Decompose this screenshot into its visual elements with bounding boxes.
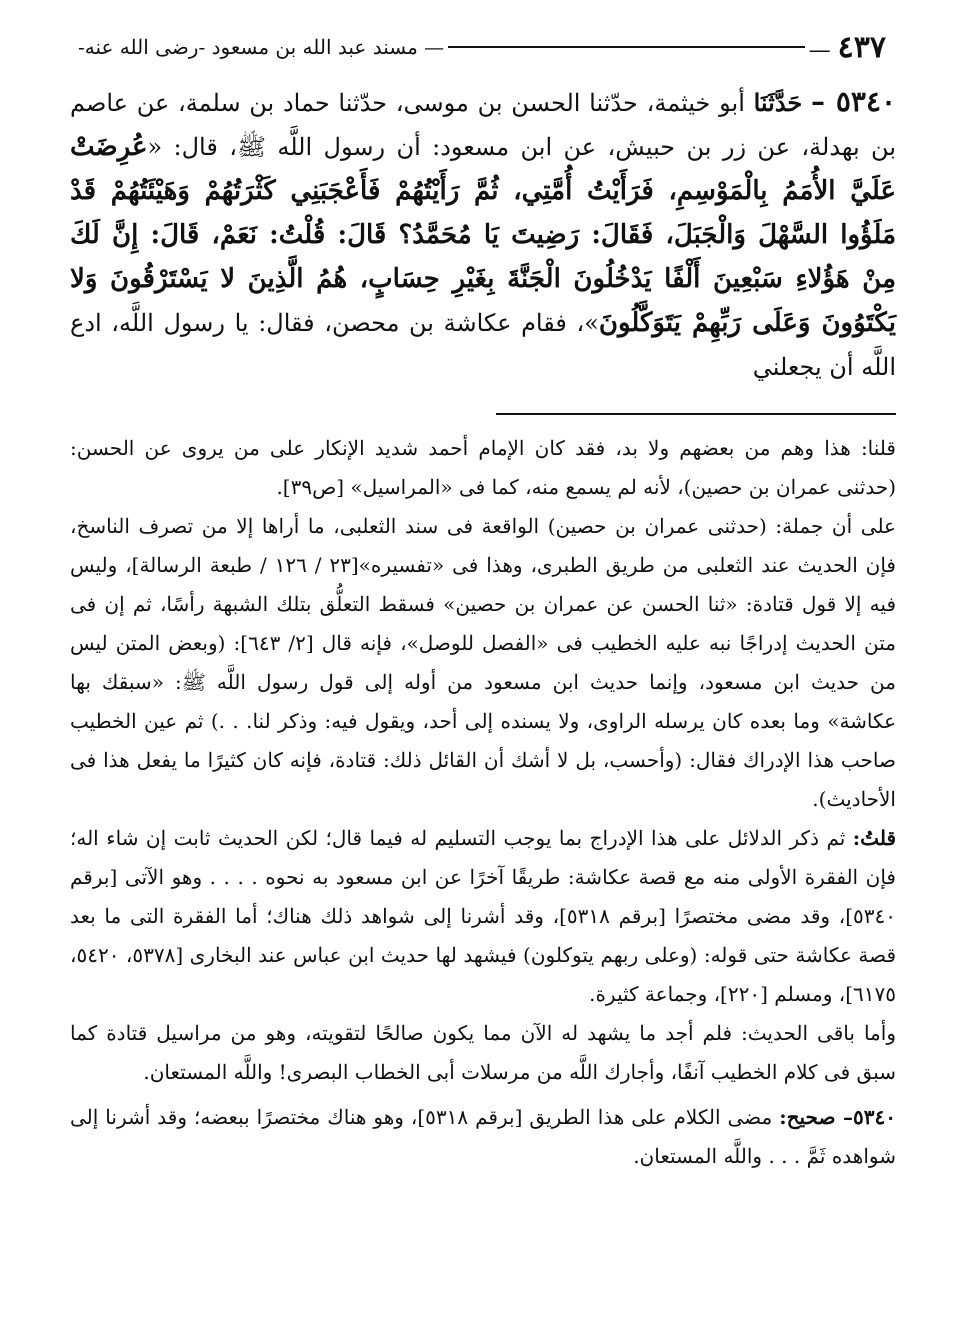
footnote-paragraph: وأما باقى الحديث: فلم أجد ما يشهد له الآن مما يكون صالحًا لتقويته، وهو من مراسيل قتادة كما سبق فى كلام الخطيب آنفًا، وأجارك اللَّه من مرسلات أبى الخطاب البصرى! واللَّه المستعان. — [70, 1021, 896, 1084]
running-title: — مسند عبد الله بن مسعود -رضى الله عنه- — [70, 35, 444, 59]
footnote-paragraph — [70, 819, 896, 1014]
hadith-text — [70, 80, 896, 389]
footnote-label: ٥٣٤٠– صحيح: — [779, 1105, 896, 1129]
footnote-paragraph — [70, 1098, 896, 1176]
header-rule — [448, 46, 805, 48]
footnote-paragraph: على أن جملة: (حدثنى عمران بن حصين) الواقعة فى سند الثعلبى، ما أراها إلا من تصرف الناسخ، فإن الحديث عند الثعلبى من طريق الطبرى، وهذا فى «تفسيره»[٢٣ / ١٢٦ / طبعة الرسالة]، وليس فيه إلا قول قتادة: «ثنا الحسن عن عمران بن حصين» فسقط التعلُّق بتلك الشبهة رأسًا، ثم إن فى متن الحديث إدراجًا نبه عليه الخطيب فى «الفصل للوصل»، فإنه قال [٢/ ٦٤٣]: (وبعض المتن ليس من حديث ابن مسعود، وإنما حديث ابن مسعود من أوله إلى قول رسول اللَّه ﷺ: «سبقك بها عكاشة» وما بعده كان يرسله الراوى، ولا يسنده إلى أحد، ويقول فيه: وذكر لنا. . .) ثم عين الخطيب صاحب هذا الإدراك فقال: (وأحسب، بل لا أشك أن القائل ذلك: قتادة، فإنه كان كثيرًا ما يفعل هذا فى الأحاديث). — [70, 514, 896, 811]
footnote-paragraph: قلنا: هذا وهم من بعضهم ولا بد، فقد كان الإمام أحمد شديد الإنكار على من يروى عن الحسن: (حدثنى عمران بن حصين)، لأنه لم يسمع منه، كما فى «المراسيل» [ص٣٩]. — [70, 436, 896, 499]
hadith-matn: عُرِضَتْ عَلَيَّ الأُمَمُ بِالْمَوْسِمِ، فَرَأَيْتُ أُمَّتِي، ثُمَّ رَأَيْتُهُمْ فَأَعْجَبَنِي كَثْرَتُهُمْ وَهَيْئَتُهُمْ قَدْ مَلَؤُوا السَّهْلَ وَالْجَبَلَ، فَقَالَ: رَضِيتَ يَا مُحَمَّدُ؟ قَالَ: قُلْتُ: نَعَمْ، قَالَ: إِنَّ لَكَ مِنْ هَؤُلاءِ سَبْعِينَ أَلْفًا يَدْخُلُونَ الْجَنَّةَ بِغَيْرِ حِسَابٍ، هُمُ الَّذِينَ لا يَسْتَرْقُونَ وَلا يَكْتَوُونَ وَعَلَى رَبِّهِمْ يَتَوَكَّلُونَ — [70, 132, 896, 338]
footnotes — [70, 429, 896, 1176]
footnote-label: قلتُ: — [852, 826, 896, 850]
running-header — [70, 24, 896, 70]
isnad-start: حَدَّثَنَا — [753, 88, 803, 117]
hadith-continuation: »، فقام عكاشة بن محصن، فقال: يا رسول اللَّه، ادع اللَّه أن يجعلني — [70, 309, 896, 381]
footnote-text: مضى الكلام على هذا الطريق [برقم ٥٣١٨]، وهو هناك مختصرًا ببعضه؛ وقد أشرنا إلى شواهده ثَمَّ . . . واللَّه المستعان. — [70, 1105, 896, 1168]
book-page — [70, 24, 896, 1176]
footnote-separator — [496, 413, 896, 415]
hadith-number: ٥٣٤٠ – — [811, 85, 897, 118]
page-number: ٤٣٧ — — [809, 30, 896, 65]
isnad: أبو خيثمة، حدّثنا الحسن بن موسى، حدّثنا حماد بن سلمة، عن عاصم بن بهدلة، عن زر بن حبيش، عن ابن مسعود: أن رسول اللَّه ﷺ، قال: « — [70, 89, 896, 161]
footnote-text: ثم ذكر الدلائل على هذا الإدراج بما يوجب التسليم له فيما قال؛ لكن الحديث ثابت إن شاء اله؛ فإن الفقرة الأولى منه مع قصة عكاشة: طريقًا آخرًا عن ابن مسعود به نحوه . . . . وهو الآتى [برقم ٥٣٤٠]، وقد مضى مختصرًا [برقم ٥٣١٨]، وقد أشرنا إلى شواهد ذلك هناك؛ أما الفقرة التى ما بعد قصة عكاشة حتى قوله: (وعلى ربهم يتوكلون) فيشهد لها حديث ابن عباس عند البخارى [٥٣٧٨، ٥٤٢٠، ٦١٧٥]، ومسلم [٢٢٠]، وجماعة كثيرة. — [70, 826, 897, 1006]
